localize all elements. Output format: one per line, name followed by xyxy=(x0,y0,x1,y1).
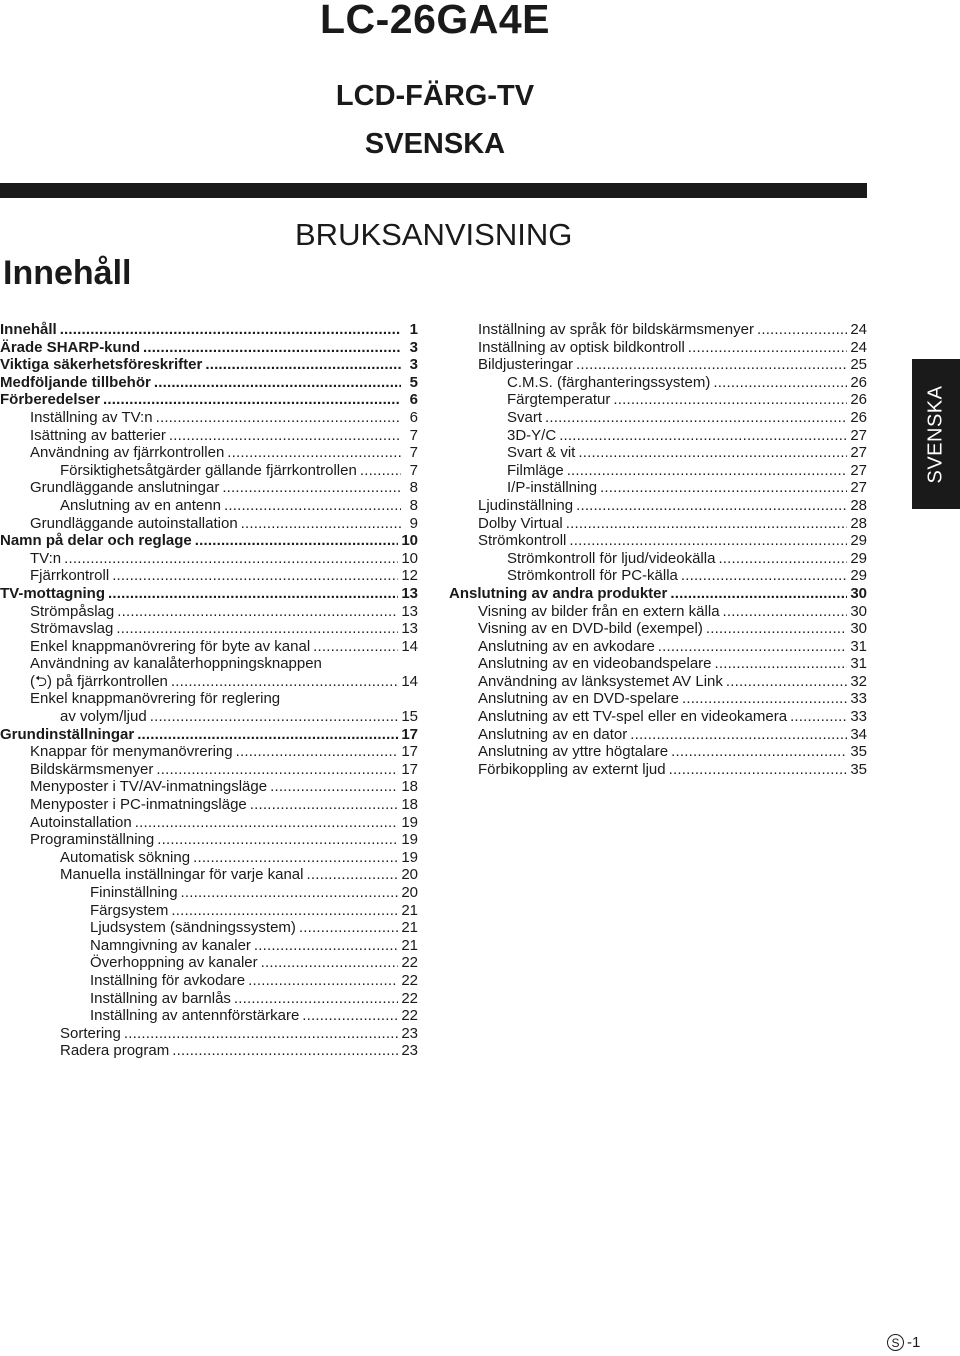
toc-entry xyxy=(449,673,867,691)
toc-leader-dots xyxy=(715,655,848,673)
toc-entry xyxy=(0,954,418,972)
toc-entry-page: 21 xyxy=(401,919,418,937)
toc-entry-page: 28 xyxy=(850,514,867,532)
toc-entry-title: Knappar för menymanövrering xyxy=(30,743,233,761)
toc-entry-title: Radera program xyxy=(60,1042,170,1060)
toc-right-column xyxy=(449,321,867,778)
toc-entry-page: 17 xyxy=(401,743,418,761)
toc-entry-page: 3 xyxy=(409,338,418,356)
toc-entry-page: 27 xyxy=(850,479,867,497)
toc-entry-page: 10 xyxy=(401,549,418,567)
toc-entry-title: Menyposter i TV/AV-inmatningsläge xyxy=(30,778,268,796)
toc-leader-dots xyxy=(227,444,401,462)
toc-leader-dots xyxy=(150,708,399,726)
toc-entry-page: 27 xyxy=(850,461,867,479)
toc-leader-dots xyxy=(248,972,398,990)
toc-entry xyxy=(0,427,418,445)
toc-entry-title: Namn på delar och reglage xyxy=(0,532,192,550)
toc-entry-page: 29 xyxy=(850,532,867,550)
toc-entry-title: Namngivning av kanaler xyxy=(90,936,251,954)
toc-leader-dots xyxy=(306,866,398,884)
toc-leader-dots xyxy=(706,620,847,638)
toc-leader-dots xyxy=(790,708,847,726)
toc-leader-dots xyxy=(299,919,398,937)
toc-entry-page: 12 xyxy=(401,567,418,585)
toc-entry-title: Grundläggande anslutningar xyxy=(30,479,220,497)
toc-entry-title: Automatisk sökning xyxy=(60,848,191,866)
toc-entry xyxy=(0,515,418,533)
toc-entry xyxy=(449,550,867,568)
toc-entry xyxy=(0,708,418,726)
toc-entry xyxy=(0,620,418,638)
toc-entry xyxy=(0,321,418,339)
toc-leader-dots xyxy=(169,427,401,445)
toc-entry-title: Filmläge xyxy=(507,461,564,479)
toc-entry-title: Strömavslag xyxy=(30,620,114,638)
toc-entry-title: Inställning av språk för bildskärmsmenyer xyxy=(478,321,754,338)
toc-entry-page: 9 xyxy=(409,514,418,532)
toc-leader-dots xyxy=(124,1025,398,1043)
toc-entry-title: Ärade SHARP-kund xyxy=(0,338,141,356)
toc-entry xyxy=(449,409,867,427)
toc-entry xyxy=(0,673,418,691)
toc-entry-title: Anslutning av yttre högtalare xyxy=(478,743,669,761)
toc-entry xyxy=(0,849,418,867)
toc-leader-dots xyxy=(567,462,848,480)
toc-entry-title: Färgsystem xyxy=(90,901,169,919)
toc-entry xyxy=(0,778,418,796)
toc-entry xyxy=(0,796,418,814)
toc-entry-page: 13 xyxy=(401,584,418,602)
toc-leader-dots xyxy=(108,585,398,603)
toc-entry-title: Inställning för avkodare xyxy=(90,971,246,989)
page-badge: S xyxy=(887,1334,904,1351)
toc-entry-page: 19 xyxy=(401,831,418,849)
toc-entry-page: 31 xyxy=(850,637,867,655)
product-name: LCD-FÄRG-TV xyxy=(335,80,535,112)
toc-leader-dots xyxy=(566,515,848,533)
toc-entry-page: 22 xyxy=(401,971,418,989)
toc-entry xyxy=(0,532,418,550)
toc-entry-title: Försiktighetsåtgärder gällande fjärrkontrollen xyxy=(60,461,357,479)
toc-leader-dots xyxy=(658,638,848,656)
toc-entry-page: 29 xyxy=(850,567,867,585)
toc-leader-dots xyxy=(250,796,399,814)
toc-entry-page: 26 xyxy=(850,408,867,426)
toc-entry-title: Fjärrkontroll xyxy=(30,567,110,585)
toc-leader-dots xyxy=(313,638,398,656)
toc-leader-dots xyxy=(325,655,401,673)
toc-entry xyxy=(449,497,867,515)
toc-entry-page: 25 xyxy=(850,356,867,374)
toc-entry-title: Förbikoppling av externt ljud xyxy=(478,760,666,778)
toc-entry xyxy=(0,990,418,1008)
toc-entry xyxy=(0,726,418,744)
toc-entry-page: 33 xyxy=(850,690,867,708)
toc-leader-dots xyxy=(205,356,401,374)
toc-leader-dots xyxy=(283,690,401,708)
toc-entry-page: 7 xyxy=(409,426,418,444)
toc-entry-title: Sortering xyxy=(60,1024,121,1042)
toc-leader-dots xyxy=(726,673,847,691)
toc-entry-title: Anslutning av andra produkter xyxy=(449,584,668,602)
toc-entry-title: Visning av en DVD-bild (exempel) xyxy=(478,620,703,638)
toc-entry xyxy=(449,339,867,357)
toc-entry-title: Användning av länksystemet AV Link xyxy=(478,672,723,690)
toc-entry-title: Strömkontroll xyxy=(478,532,567,550)
toc-entry-title: TV:n xyxy=(30,549,62,567)
toc-entry-title: Användning av kanalåterhoppningsknappen xyxy=(30,655,322,673)
toc-entry xyxy=(449,761,867,779)
toc-entry-title: Svart & vit xyxy=(507,444,576,462)
toc-entry-title: Förberedelser xyxy=(0,391,101,409)
toc-entry-title: Strömpåslag xyxy=(30,602,115,620)
toc-entry-page: 6 xyxy=(409,391,418,409)
toc-leader-dots xyxy=(116,620,398,638)
toc-entry xyxy=(0,690,418,708)
toc-entry-page: 35 xyxy=(850,760,867,778)
toc-entry-title: Innehåll xyxy=(0,321,57,338)
toc-leader-dots xyxy=(137,726,398,744)
toc-entry xyxy=(0,374,418,392)
toc-entry-page: 22 xyxy=(401,954,418,972)
toc-entry xyxy=(0,638,418,656)
toc-entry-title: Inställning av TV:n xyxy=(30,408,153,426)
toc-leader-dots xyxy=(195,532,399,550)
toc-entry xyxy=(0,1025,418,1043)
toc-entry-title: Isättning av batterier xyxy=(30,426,166,444)
toc-entry xyxy=(449,374,867,392)
toc-entry-title: Grundläggande autoinstallation xyxy=(30,514,238,532)
toc-leader-dots xyxy=(670,585,847,603)
toc-entry xyxy=(449,655,867,673)
toc-leader-dots xyxy=(60,321,401,339)
toc-entry xyxy=(0,603,418,621)
toc-leader-dots xyxy=(234,990,398,1008)
toc-entry xyxy=(449,620,867,638)
toc-entry xyxy=(0,339,418,357)
toc-entry-page: 23 xyxy=(401,1024,418,1042)
toc-entry-page: 13 xyxy=(401,620,418,638)
language-title: SVENSKA xyxy=(364,128,506,160)
toc-leader-dots xyxy=(236,743,399,761)
toc-entry xyxy=(0,497,418,515)
toc-entry-title: Medföljande tillbehör xyxy=(0,373,151,391)
toc-leader-dots xyxy=(688,339,848,357)
toc-entry-title: Viktiga säkerhetsföreskrifter xyxy=(0,356,203,374)
toc-entry-page: 8 xyxy=(409,479,418,497)
toc-leader-dots xyxy=(671,743,847,761)
page-number xyxy=(887,1334,920,1351)
toc-leader-dots xyxy=(156,409,401,427)
toc-leader-dots xyxy=(578,444,847,462)
toc-entry xyxy=(449,462,867,480)
toc-entry-page: 22 xyxy=(401,1007,418,1025)
toc-entry xyxy=(449,567,867,585)
toc-entry-page: 20 xyxy=(401,866,418,884)
toc-entry-page: 34 xyxy=(850,725,867,743)
toc-entry-title: Anslutning av en antenn xyxy=(60,496,221,514)
toc-entry-title: Enkel knappmanövrering för byte av kanal xyxy=(30,637,311,655)
toc-entry-page: 19 xyxy=(401,813,418,831)
toc-entry-page: 23 xyxy=(401,1042,418,1060)
toc-entry-title: Inställning av barnlås xyxy=(90,989,231,1007)
toc-entry xyxy=(0,567,418,585)
toc-entry-title: Menyposter i PC-inmatningsläge xyxy=(30,796,247,814)
toc-entry-page: 5 xyxy=(409,373,418,391)
toc-leader-dots xyxy=(224,497,401,515)
toc-entry-page: 21 xyxy=(401,936,418,954)
toc-entry xyxy=(0,550,418,568)
toc-entry-title: Strömkontroll för PC-källa xyxy=(507,567,678,585)
toc-leader-dots xyxy=(569,532,847,550)
toc-entry-title: Programinställning xyxy=(30,831,155,849)
language-side-tab xyxy=(912,359,960,509)
toc-leader-dots xyxy=(172,1042,398,1060)
toc-entry xyxy=(449,708,867,726)
toc-entry xyxy=(0,585,418,603)
toc-entry xyxy=(449,585,867,603)
toc-entry-title: Grundinställningar xyxy=(0,725,135,743)
toc-entry xyxy=(0,972,418,990)
toc-entry xyxy=(449,427,867,445)
toc-entry xyxy=(449,532,867,550)
toc-leader-dots xyxy=(64,550,398,568)
toc-entry xyxy=(0,444,418,462)
toc-entry-page: 22 xyxy=(401,989,418,1007)
toc-entry-title: I/P-inställning xyxy=(507,479,598,497)
toc-leader-dots xyxy=(222,479,401,497)
toc-leader-dots xyxy=(302,1007,398,1025)
model-number: LC-26GA4E xyxy=(319,0,551,42)
toc-entry xyxy=(0,831,418,849)
toc-entry xyxy=(0,866,418,884)
toc-entry xyxy=(0,902,418,920)
toc-leader-dots xyxy=(193,849,398,867)
toc-leader-dots xyxy=(181,884,399,902)
toc-entry-page: 30 xyxy=(850,602,867,620)
toc-leader-dots xyxy=(718,550,847,568)
toc-entry-page: 13 xyxy=(401,602,418,620)
toc-entry xyxy=(449,356,867,374)
toc-entry-title: 3D-Y/C xyxy=(507,426,557,444)
toc-entry xyxy=(449,515,867,533)
toc-entry-page: 27 xyxy=(850,426,867,444)
manual-title: BRUKSANVISNING xyxy=(295,217,573,252)
toc-leader-dots xyxy=(681,567,847,585)
toc-entry xyxy=(0,462,418,480)
toc-leader-dots xyxy=(254,937,398,955)
toc-entry xyxy=(0,655,418,673)
header-divider xyxy=(0,183,867,198)
toc-leader-dots xyxy=(117,603,398,621)
toc-entry-page: 1 xyxy=(409,321,418,338)
toc-entry-page: 8 xyxy=(409,496,418,514)
toc-entry-title: Fininställning xyxy=(90,884,178,901)
toc-entry-page: 30 xyxy=(850,584,867,602)
toc-entry xyxy=(0,479,418,497)
toc-entry-title: Inställning av optisk bildkontroll xyxy=(478,338,685,356)
toc-entry xyxy=(0,356,418,374)
toc-entry-page: 18 xyxy=(401,778,418,796)
toc-entry-title: Strömkontroll för ljud/videokälla xyxy=(507,549,716,567)
toc-entry xyxy=(0,409,418,427)
toc-entry-title: Bildskärmsmenyer xyxy=(30,760,154,778)
toc-leader-dots xyxy=(103,391,401,409)
toc-entry-page: 10 xyxy=(401,532,418,550)
toc-leader-dots xyxy=(360,462,401,480)
toc-leader-dots xyxy=(143,339,401,357)
toc-entry-page: 21 xyxy=(401,901,418,919)
toc-entry-page: 35 xyxy=(850,743,867,761)
toc-entry-page: 27 xyxy=(850,444,867,462)
toc-entry-page: 14 xyxy=(401,637,418,655)
toc-entry-title: Ljudsystem (sändningssystem) xyxy=(90,919,296,937)
toc-entry-page: 3 xyxy=(409,356,418,374)
toc-leader-dots xyxy=(154,374,401,392)
toc-leader-dots xyxy=(157,831,398,849)
toc-leader-dots xyxy=(613,391,847,409)
toc-entry-title: Inställning av antennförstärkare xyxy=(90,1007,300,1025)
toc-leader-dots xyxy=(156,761,398,779)
toc-entry xyxy=(449,743,867,761)
toc-entry-page: 30 xyxy=(850,620,867,638)
toc-entry-title: Färgtemperatur xyxy=(507,391,611,409)
toc-entry-title: Anslutning av en avkodare xyxy=(478,637,655,655)
toc-entry-title: Ljudinställning xyxy=(478,496,574,514)
toc-entry-page: 31 xyxy=(850,655,867,673)
toc-entry xyxy=(0,937,418,955)
toc-entry xyxy=(449,638,867,656)
toc-entry xyxy=(449,726,867,744)
toc-heading: Innehåll xyxy=(3,254,132,292)
toc-entry xyxy=(449,603,867,621)
toc-entry-page: 14 xyxy=(401,672,418,690)
toc-entry xyxy=(0,1007,418,1025)
side-tab-label: SVENSKA xyxy=(924,385,947,483)
toc-entry xyxy=(0,919,418,937)
toc-entry-title: av volym/ljud xyxy=(60,708,147,726)
toc-entry-page: 28 xyxy=(850,496,867,514)
toc-entry-title: Anslutning av en dator xyxy=(478,725,628,743)
toc-entry-page: 15 xyxy=(401,708,418,726)
toc-entry-page: 7 xyxy=(409,461,418,479)
toc-entry-page: 18 xyxy=(401,796,418,814)
toc-leader-dots xyxy=(261,954,399,972)
toc-leader-dots xyxy=(171,673,398,691)
toc-entry xyxy=(0,814,418,832)
toc-entry-title: Visning av bilder från en extern källa xyxy=(478,602,720,620)
toc-entry-title: TV-mottagning xyxy=(0,584,105,602)
toc-entry xyxy=(0,391,418,409)
toc-entry xyxy=(449,391,867,409)
toc-entry-page: 24 xyxy=(850,338,867,356)
toc-leader-dots xyxy=(682,690,847,708)
toc-entry-page: 7 xyxy=(409,444,418,462)
toc-leader-dots xyxy=(576,497,847,515)
toc-entry xyxy=(449,444,867,462)
toc-leader-dots xyxy=(723,603,848,621)
toc-entry xyxy=(449,321,867,339)
toc-leader-dots xyxy=(559,427,847,445)
toc-entry xyxy=(449,479,867,497)
toc-entry-page: 26 xyxy=(850,391,867,409)
toc-leader-dots xyxy=(270,778,398,796)
toc-entry-page: 24 xyxy=(850,321,867,338)
toc-entry-title: Användning av fjärrkontrollen xyxy=(30,444,225,462)
toc-leader-dots xyxy=(669,761,848,779)
toc-leader-dots xyxy=(713,374,847,392)
toc-entry-page: 32 xyxy=(850,672,867,690)
toc-entry-title: Bildjusteringar xyxy=(478,356,574,374)
toc-entry-title: Anslutning av ett TV-spel eller en videokamera xyxy=(478,708,788,726)
toc-entry-page: 6 xyxy=(409,408,418,426)
toc-entry-title: Svart xyxy=(507,408,543,426)
toc-leader-dots xyxy=(545,409,847,427)
toc-entry-title: Anslutning av en videobandspelare xyxy=(478,655,712,673)
toc-entry-title: Dolby Virtual xyxy=(478,514,563,532)
toc-leader-dots xyxy=(171,902,398,920)
toc-leader-dots xyxy=(630,726,847,744)
toc-entry-page: 26 xyxy=(850,373,867,391)
toc-entry-title: (⮌) på fjärrkontrollen xyxy=(30,672,168,690)
toc-entry-page: 20 xyxy=(401,884,418,901)
toc-leader-dots xyxy=(135,814,399,832)
toc-entry xyxy=(449,690,867,708)
toc-entry xyxy=(0,1042,418,1060)
toc-leader-dots xyxy=(600,479,847,497)
toc-leader-dots xyxy=(757,321,847,339)
toc-entry-page: 17 xyxy=(401,725,418,743)
toc-entry-title: Överhoppning av kanaler xyxy=(90,954,258,972)
toc-leader-dots xyxy=(576,356,847,374)
toc-entry xyxy=(0,884,418,902)
toc-entry-title: Manuella inställningar för varje kanal xyxy=(60,866,304,884)
toc-entry-title: C.M.S. (färghanteringssystem) xyxy=(507,373,711,391)
page-number-value: -1 xyxy=(907,1334,921,1351)
toc-entry-title: Enkel knappmanövrering för reglering xyxy=(30,690,281,708)
toc-entry-page: 19 xyxy=(401,848,418,866)
toc-entry-page: 33 xyxy=(850,708,867,726)
toc-left-column xyxy=(0,321,418,1060)
toc-entry-page: 29 xyxy=(850,549,867,567)
toc-leader-dots xyxy=(112,567,398,585)
toc-entry-title: Anslutning av en DVD-spelare xyxy=(478,690,679,708)
toc-entry xyxy=(0,761,418,779)
toc-leader-dots xyxy=(241,515,401,533)
toc-entry-page: 17 xyxy=(401,760,418,778)
toc-entry xyxy=(0,743,418,761)
toc-entry-title: Autoinstallation xyxy=(30,813,132,831)
